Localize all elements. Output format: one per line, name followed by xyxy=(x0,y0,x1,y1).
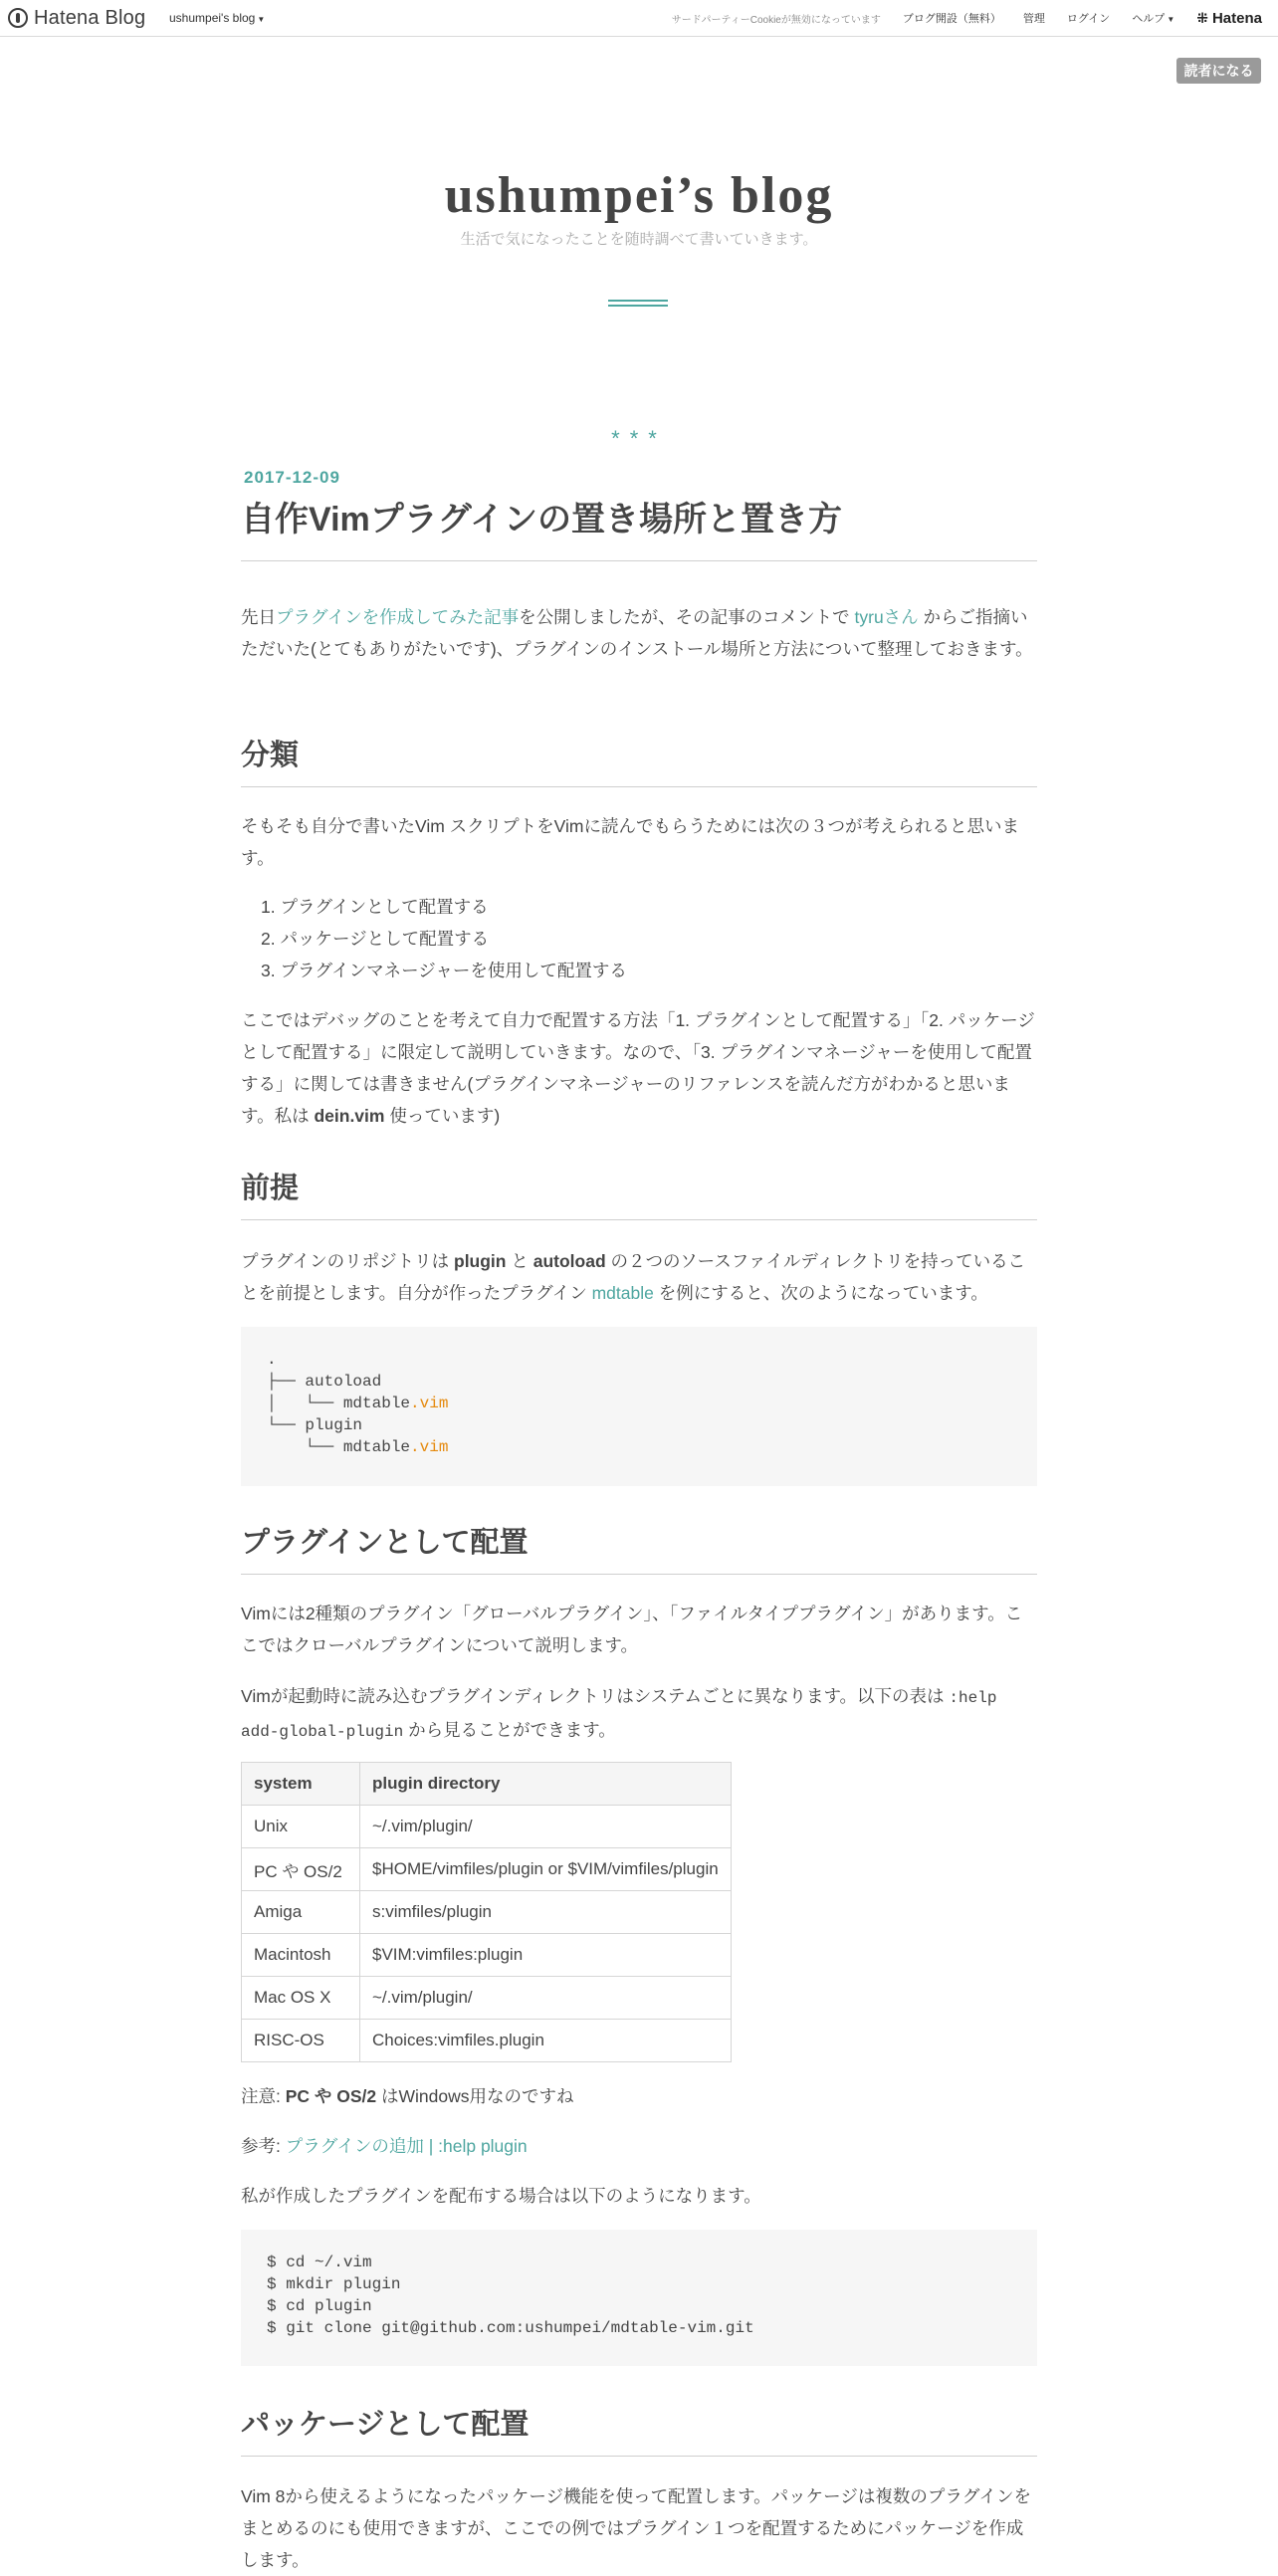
table-cell: ~/.vim/plugin/ xyxy=(360,1977,732,2020)
text: と xyxy=(506,1251,533,1271)
help-command-code: :help add-global-plugin xyxy=(241,1689,997,1741)
tree-line: . xyxy=(267,1351,277,1369)
table-row xyxy=(242,1848,732,1891)
title-divider xyxy=(608,300,668,302)
help-label: ヘルプ xyxy=(1132,13,1166,25)
tree-line: └── mdtable.vim xyxy=(267,1438,449,1456)
previous-article-link[interactable]: プラグインを作成してみた記事 xyxy=(276,607,520,627)
login-link[interactable]: ログイン xyxy=(1066,13,1111,25)
mdtable-link[interactable]: mdtable xyxy=(591,1283,654,1303)
windows-note xyxy=(241,2080,1037,2112)
autoload-text: autoload xyxy=(532,1251,606,1271)
tree-line: │ └── mdtable.vim xyxy=(267,1395,449,1412)
logo-text: Hatena Blog xyxy=(34,6,146,29)
caret-down-icon: ▼ xyxy=(257,15,266,24)
subscribe-button[interactable]: 読者になる xyxy=(1176,58,1261,84)
open-blog-link[interactable]: ブログ開設（無料） xyxy=(902,13,1001,25)
table-cell: Macintosh xyxy=(242,1934,360,1977)
hatena-blog-logo[interactable] xyxy=(8,6,145,30)
table-cell: s:vimfiles/plugin xyxy=(360,1891,732,1934)
cookie-notice: サードパーティーCookieが無効になっています xyxy=(671,14,881,26)
table-cell: Choices:vimfiles.plugin xyxy=(360,2020,732,2062)
hatena-logo-icon xyxy=(8,8,28,28)
table-header-cell: plugin directory xyxy=(360,1763,732,1806)
text: ここではデバッグのことを考えて自力で配置する方法「1. プラグインとして配置する」「2. パッケージとして配置する」に限定して説明していきます。なので、「3. プラグインマネージャーを使用して配置する」に関しては書きません(プラグインマネージャーのリファレンスを読んだ方がわかると思います。私は xyxy=(241,1010,1035,1126)
table-cell: $VIM:vimfiles:plugin xyxy=(360,1934,732,1977)
table-cell: ~/.vim/plugin/ xyxy=(360,1806,732,1848)
help-plugin-link[interactable]: プラグインの追加 | :help plugin xyxy=(285,2136,528,2156)
table-row xyxy=(242,1891,732,1934)
plugin-text: plugin xyxy=(454,1251,507,1271)
text: 注意: xyxy=(241,2086,286,2106)
blog-title[interactable]: ushumpei’s blog xyxy=(444,167,834,224)
heading-rule xyxy=(241,2456,1037,2457)
pc-os2-text: PC や OS/2 xyxy=(285,2086,377,2106)
command-line: $ mkdir plugin xyxy=(267,2275,401,2293)
blog-selector-label: ushumpei's blog xyxy=(169,11,256,25)
text: を公開しましたが、その記事のコメントで xyxy=(519,607,855,627)
text: 先日 xyxy=(241,607,276,627)
directory-tree-code xyxy=(241,1327,1037,1486)
tree-line: ├── autoload xyxy=(267,1373,382,1391)
global-header xyxy=(0,0,1278,37)
table-header-row xyxy=(242,1763,732,1806)
text: から見ることができます。 xyxy=(403,1720,616,1740)
entry-title[interactable]: 自作Vimプラグインの置き場所と置き方 xyxy=(241,501,843,538)
section-heading-premise: 前提 xyxy=(241,1173,300,1204)
text: Vimが起動時に読み込むプラグインディレクトリはシステムごとに異なります。以下の表は xyxy=(241,1686,950,1706)
list-item: 3. プラグインマネージャーを使用して配置する xyxy=(261,961,627,980)
tyru-link[interactable]: tyruさん xyxy=(854,607,919,627)
entry-ornament: *** xyxy=(611,426,667,451)
list-item: 2. パッケージとして配置する xyxy=(261,929,490,949)
install-commands-code xyxy=(241,2230,1037,2366)
table-cell: $HOME/vimfiles/plugin or $VIM/vimfiles/plugin xyxy=(360,1848,732,1891)
entry-date[interactable]: 2017-12-09 xyxy=(244,468,340,487)
blog-selector[interactable] xyxy=(169,11,265,25)
header-menu xyxy=(672,0,1278,36)
table-row xyxy=(242,1806,732,1848)
text: を例にすると、次のようになっています。 xyxy=(653,1283,988,1303)
tree-line: └── plugin xyxy=(267,1416,363,1434)
command-line: $ cd ~/.vim xyxy=(267,2254,372,2271)
command-line: $ cd plugin xyxy=(267,2297,372,2315)
list-item: 1. プラグインとして配置する xyxy=(261,897,489,917)
title-divider xyxy=(608,305,668,307)
help-menu[interactable] xyxy=(1132,10,1174,26)
heading-rule xyxy=(241,1219,1037,1220)
table-cell: PC や OS/2 xyxy=(242,1848,360,1891)
text: はWindows用なのですね xyxy=(376,2086,574,2106)
text: 使っています) xyxy=(384,1106,501,1126)
heading-rule xyxy=(241,1574,1037,1575)
table-row xyxy=(242,1977,732,2020)
heading-rule xyxy=(241,786,1037,787)
blog-description: 生活で気になったことを随時調べて書いていきます。 xyxy=(460,231,818,248)
classification-list xyxy=(241,891,1037,986)
distribution-paragraph: 私が作成したプラグインを配布する場合は以下のようになります。 xyxy=(241,2186,761,2206)
text: プラグインのリポジトリは xyxy=(241,1251,454,1271)
classification-paragraph: そもそも自分で書いたVim スクリプトをVimに読んでもらうためには次の３つが考えられると思います。 xyxy=(241,816,1020,868)
hatena-dots-icon: ⁜ xyxy=(1196,9,1208,26)
hatena-brand[interactable] xyxy=(1196,10,1262,27)
table-cell: RISC-OS xyxy=(242,2020,360,2062)
reference-line xyxy=(241,2130,1037,2162)
premise-paragraph xyxy=(241,1245,1037,1309)
plugin-types-paragraph: Vimには2種類のプラグイン「グローバルプラグイン」、「ファイルタイププラグイン」があります。ここではクローバルプラグインについて説明します。 xyxy=(241,1604,1023,1655)
scope-paragraph xyxy=(241,1004,1037,1132)
entry-title-rule xyxy=(241,560,1037,561)
table-cell: Unix xyxy=(242,1806,360,1848)
table-row xyxy=(242,1934,732,1977)
plugin-dir-paragraph xyxy=(241,1680,1037,1748)
admin-link[interactable]: 管理 xyxy=(1022,13,1045,25)
brand-label: Hatena xyxy=(1211,9,1262,27)
table-cell: Amiga xyxy=(242,1891,360,1934)
table-header-cell: system xyxy=(242,1763,360,1806)
command-line: $ git clone git@github.com:ushumpei/mdtable-vim.git xyxy=(267,2319,754,2337)
table-row xyxy=(242,2020,732,2062)
text: からご指摘いただいた(とてもありがたいです)、プラグインのインストール場所と方法について整理しておきます。 xyxy=(241,607,1033,659)
plugin-directory-table xyxy=(241,1762,732,2062)
text: の２つのソースファイルディレクトリを持っていることを前提とします。自分が作ったプラグイン xyxy=(241,1251,1026,1303)
caret-down-icon: ▼ xyxy=(1167,15,1175,24)
package-paragraph: Vim 8から使えるようになったパッケージ機能を使って配置します。パッケージは複数のプラグインをまとめるのにも使用できますが、ここでの例ではプラグイン１つを配置するためにパッケージを作成します。 xyxy=(241,2486,1031,2570)
intro-paragraph xyxy=(241,601,1037,665)
text: 参考: xyxy=(241,2136,286,2156)
section-heading-classification: 分類 xyxy=(241,740,300,771)
section-heading-package-placement: パッケージとして配置 xyxy=(241,2409,530,2441)
section-heading-plugin-placement: プラグインとして配置 xyxy=(241,1527,529,1559)
table-cell: Mac OS X xyxy=(242,1977,360,2020)
dein-vim-text: dein.vim xyxy=(314,1106,385,1126)
